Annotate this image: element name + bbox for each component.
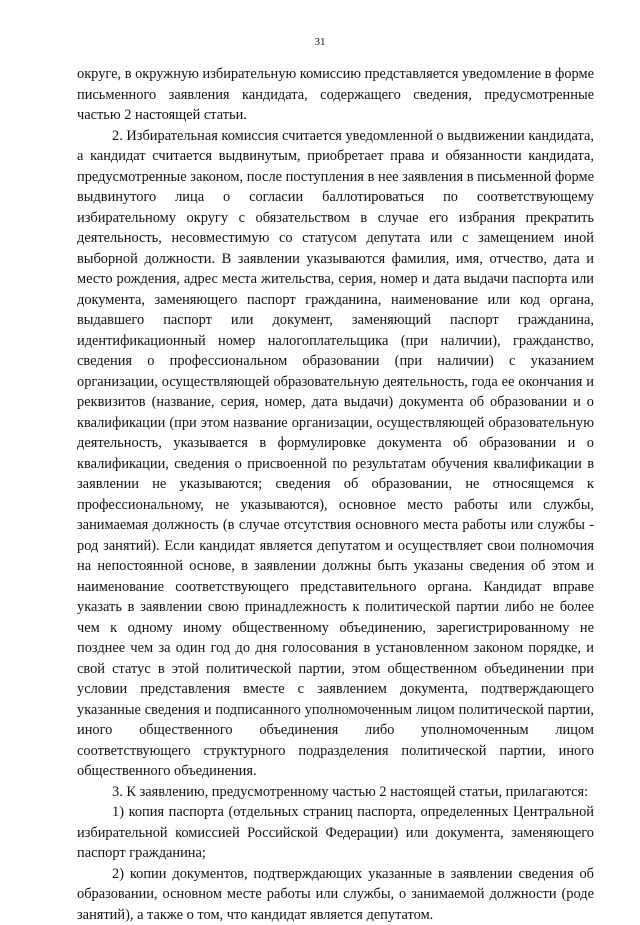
paragraph-item-2: 2) копии документов, подтверждающих указанные в заявлении сведения об образовании, основном месте работы или службы, о занимаемой должности (роде занятий), а также о том, что кандидат является депутатом.	[77, 864, 594, 925]
paragraph-continuation: округе, в окружную избирательную комиссию представляется уведомление в форме письменного заявления кандидата, содержащего сведения, предусмотренные частью 2 настоящей статьи.	[77, 64, 594, 126]
paragraph-item-1: 1) копия паспорта (отдельных страниц паспорта, определенных Центральной избирательной комиссией Российской Федерации) или документа, заменяющего паспорт гражданина;	[77, 802, 594, 864]
page-number: 31	[0, 36, 640, 48]
paragraph-clause-2: 2. Избирательная комиссия считается уведомленной о выдвижении кандидата, а кандидат считается выдвинутым, приобретает права и обязанности кандидата, предусмотренные законом, после поступления в нее заявления в письменной форме выдвинутого лица о согласии баллотироваться по соответствующему избирательному округу с обязательством в случае его избрания прекратить деятельность, несовместимую со статусом депутата или с замещением иной выборной должности. В заявлении указываются фамилия, имя, отчество, дата и место рождения, адрес места жительства, серия, номер и дата выдачи паспорта или документа, заменяющего паспорт гражданина, наименование или код органа, выдавшего паспорт или документ, заменяющий паспорт гражданина, идентификационный номер налогоплательщика (при наличии), гражданство, сведения о профессиональном образовании (при наличии) с указанием организации, осуществляющей образовательную деятельность, года ее окончания и реквизитов (название, серия, номер, дата выдачи) документа об образовании и о квалификации (при этом название организации, осуществляющей образовательную деятельность, указывается в формулировке документа об образовании и о квалификации, сведения о присвоенной по результатам обучения квалификации в заявлении не указываются; сведения об образовании, не относящемся к профессиональному, не указываются), основное место работы или службы, занимаемая должность (в случае отсутствия основного места работы или службы - род занятий). Если кандидат является депутатом и осуществляет свои полномочия на непостоянной основе, в заявлении должны быть указаны сведения об этом и наименование соответствующего представительного органа. Кандидат вправе указать в заявлении свою принадлежность к политической партии либо не более чем к одному иному общественному объединению, зарегистрированному не позднее чем за один год до дня голосования в установленном законом порядке, и свой статус в этой политической партии, этом общественном объединении при условии представления вместе с заявлением документа, подтверждающего указанные сведения и подписанного уполномоченным лицом политической партии, иного общественного объединения либо уполномоченным лицом соответствующего структурного подразделения политической партии, иного общественного объединения.	[77, 126, 594, 782]
document-body	[77, 64, 594, 925]
paragraph-clause-3: 3. К заявлению, предусмотренному частью 2 настоящей статьи, прилагаются:	[77, 782, 594, 803]
